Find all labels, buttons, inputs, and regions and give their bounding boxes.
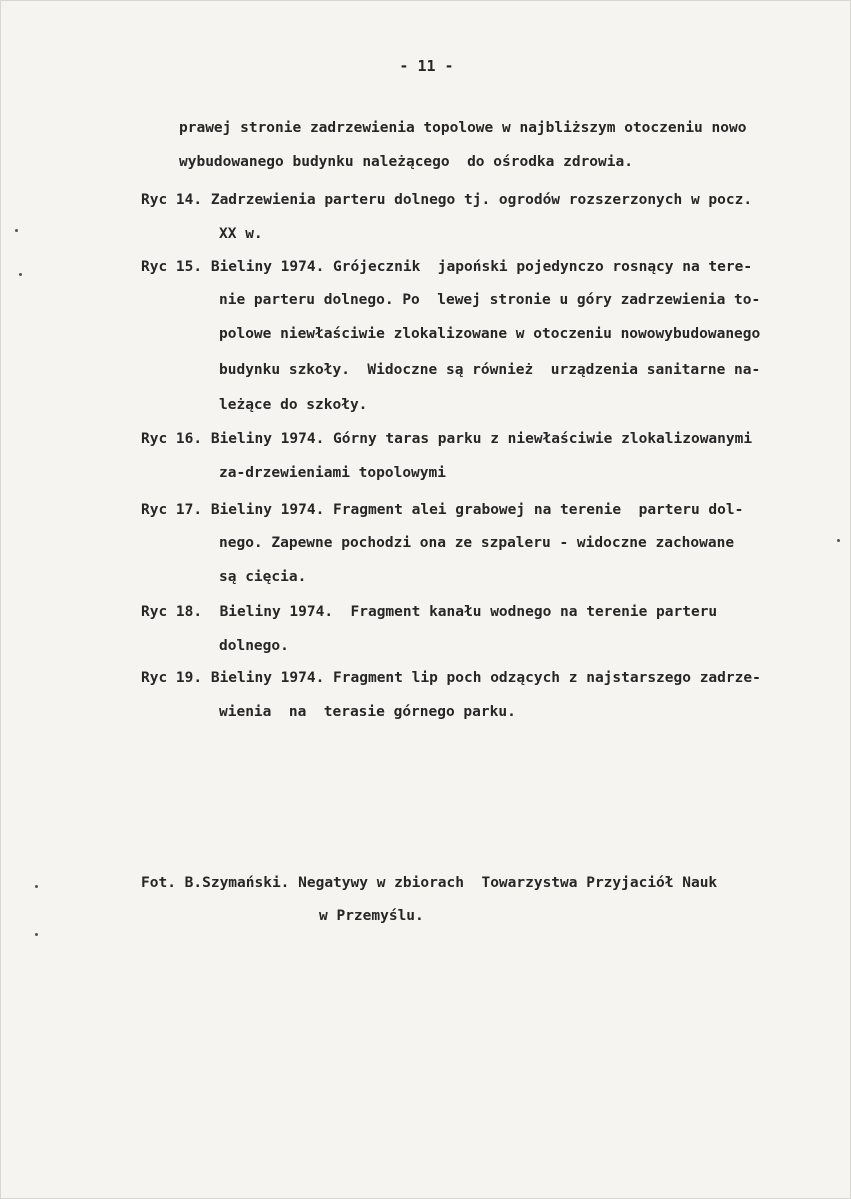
text-line: Ryc 16. Bieliny 1974. Górny taras parku z niewłaściwie zlokalizowanymi [141,431,753,447]
text-line: Ryc 18. Bieliny 1974. Fragment kanału wodnego na terenie parteru [141,604,718,620]
margin-speck [35,933,38,936]
text-line: w Przemyślu. [319,908,424,924]
text-line: XX w. [219,226,263,242]
text-line: budynku szkoły. Widoczne są również urządzenia sanitarne na- [219,362,761,378]
text-line: Fot. B.Szymański. Negatywy w zbiorach Towarzystwa Przyjaciół Nauk [141,875,718,891]
text-line: za-drzewieniami topolowymi [219,465,446,481]
page-number: - 11 - [399,57,454,75]
text-line: dolnego. [219,638,289,654]
text-line: wybudowanego budynku należącego do ośrodka zdrowia. [179,154,633,170]
margin-speck [19,273,22,276]
text-line: są cięcia. [219,569,307,585]
text-line: wienia na terasie górnego parku. [219,704,516,720]
margin-speck [15,229,18,232]
text-line: Ryc 15. Bieliny 1974. Grójecznik japoński pojedynczo rosnący na tere- [141,259,753,275]
text-line: prawej stronie zadrzewienia topolowe w najbliższym otoczeniu nowo [179,120,747,136]
text-line: leżące do szkoły. [219,397,368,413]
margin-speck [837,539,840,542]
text-line: Ryc 17. Bieliny 1974. Fragment alei grabowej na terenie parteru dol- [141,502,744,518]
text-line: polowe niewłaściwie zlokalizowane w otoczeniu nowowybudowanego [219,326,761,342]
text-line: nie parteru dolnego. Po lewej stronie u góry zadrzewienia to- [219,292,761,308]
text-line: Ryc 14. Zadrzewienia parteru dolnego tj. ogrodów rozszerzonych w pocz. [141,192,753,208]
margin-speck [35,885,38,888]
text-line: nego. Zapewne pochodzi ona ze szpaleru - widoczne zachowane [219,535,735,551]
text-line: Ryc 19. Bieliny 1974. Fragment lip poch odzących z najstarszego zadrze- [141,670,761,686]
